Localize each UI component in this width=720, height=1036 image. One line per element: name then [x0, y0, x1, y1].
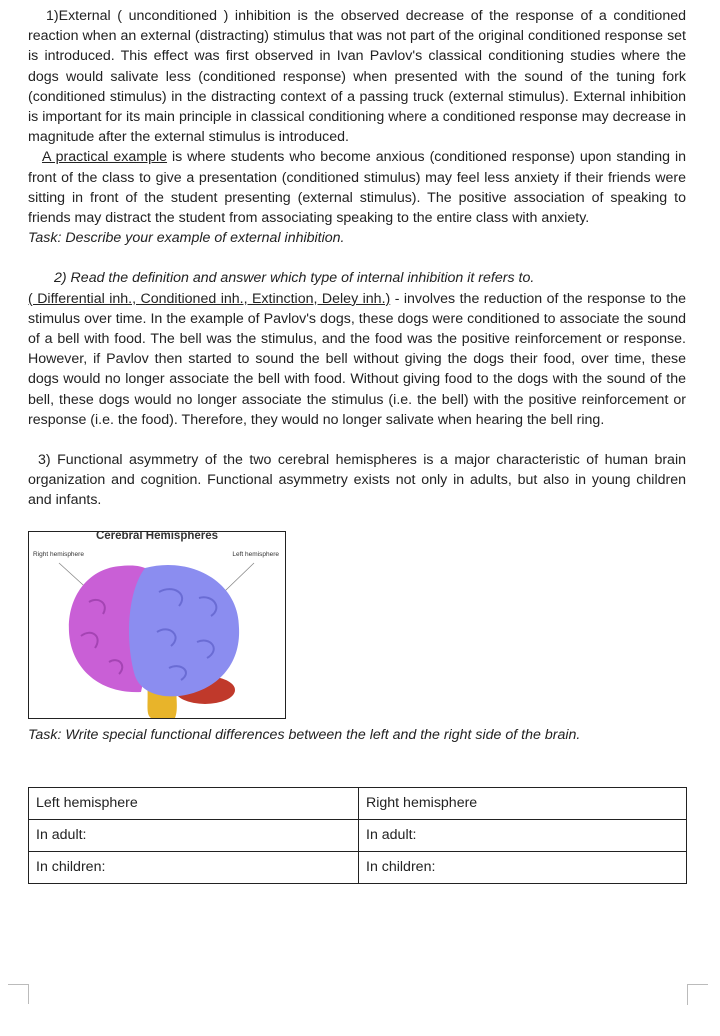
practical-example-paragraph	[28, 147, 686, 228]
question-2-heading: 2) Read the definition and answer which type of internal inhibition it refers to.	[54, 270, 535, 287]
external-inhibition-paragraph: 1)External ( unconditioned ) inhibition is the observed decrease of the response of a conditioned reaction when an external (distracting) stimulus that was not part of the original conditioned response set is introduced. This effect was first observed in Ivan Pavlov's classical conditioning studies where the dogs would salivate less (conditioned response) when presented with the sound of the tuning fork (conditioned stimulus) in the distracting context of a passing truck (external stimulus). External inhibition is important for its main principle in classical conditioning where a conditioned response may decrease in magnitude after the external stimulus is introduced.	[28, 8, 686, 146]
cell-right-children[interactable]: In children:	[359, 851, 687, 883]
question-2-body: - involves the reduction of the response to the stimulus over time. In the example of Pavlov's dogs, these dogs were conditioned to associate the sound of a bell with food. The bell was the stimulus, and the food was the positive reinforcement or response. However, if Pavlov then started to sound the bell without giving the dogs their food, over time, these dogs would no longer associate the bell with food. Without giving food to the dogs with the sound of the bell, these dogs would no longer associate the stimulus (i.e. the bell) with the positive reinforcement or response (i.e. the food). Therefore, they would no longer salivate when hearing the bell ring.	[28, 290, 686, 428]
task-3: Task: Write special functional differences between the left and the right side of the brain.	[28, 726, 581, 743]
functional-asymmetry-paragraph: 3) Functional asymmetry of the two cerebral hemispheres is a major characteristic of human brain organization and cognition. Functional asymmetry exists not only in adults, but also in young children and infants.	[28, 452, 686, 509]
header-left-hemisphere: Left hemisphere	[29, 787, 359, 819]
page-corner-mark-right	[687, 984, 708, 1005]
cell-left-children[interactable]: In children:	[29, 851, 359, 883]
cell-right-adult[interactable]: In adult:	[359, 819, 687, 851]
header-right-hemisphere: Right hemisphere	[359, 787, 687, 819]
document-page	[28, 6, 686, 884]
page-corner-mark-left	[8, 984, 29, 1004]
right-hemisphere-label: Right hemisphere	[33, 550, 84, 558]
inhibition-options: ( Differential inh., Conditioned inh., Extinction, Deley inh.)	[28, 290, 391, 307]
question-2-paragraph	[28, 289, 686, 430]
left-hemisphere-label: Left hemisphere	[232, 550, 279, 558]
task-1: Task: Describe your example of external inhibition.	[28, 230, 345, 247]
table-row	[29, 851, 687, 883]
figure-title: Cerebral Hemispheres	[95, 530, 219, 542]
practical-example-label: A practical example	[42, 149, 168, 166]
table-header-row	[29, 787, 687, 819]
brain-illustration	[29, 532, 285, 718]
table-row	[29, 819, 687, 851]
practical-example-text: is where students who become anxious (conditioned response) upon standing in front of the class to give a presentation (conditioned stimulus) may feel less anxiety if their friends were sitting in front of the student presenting (external stimulus). The positive association of speaking to friends may distract the student from associating speaking to the entire class with anxiety.	[28, 149, 686, 227]
cerebral-hemispheres-figure	[28, 531, 286, 719]
cell-left-adult[interactable]: In adult:	[29, 819, 359, 851]
hemisphere-table	[28, 787, 687, 884]
